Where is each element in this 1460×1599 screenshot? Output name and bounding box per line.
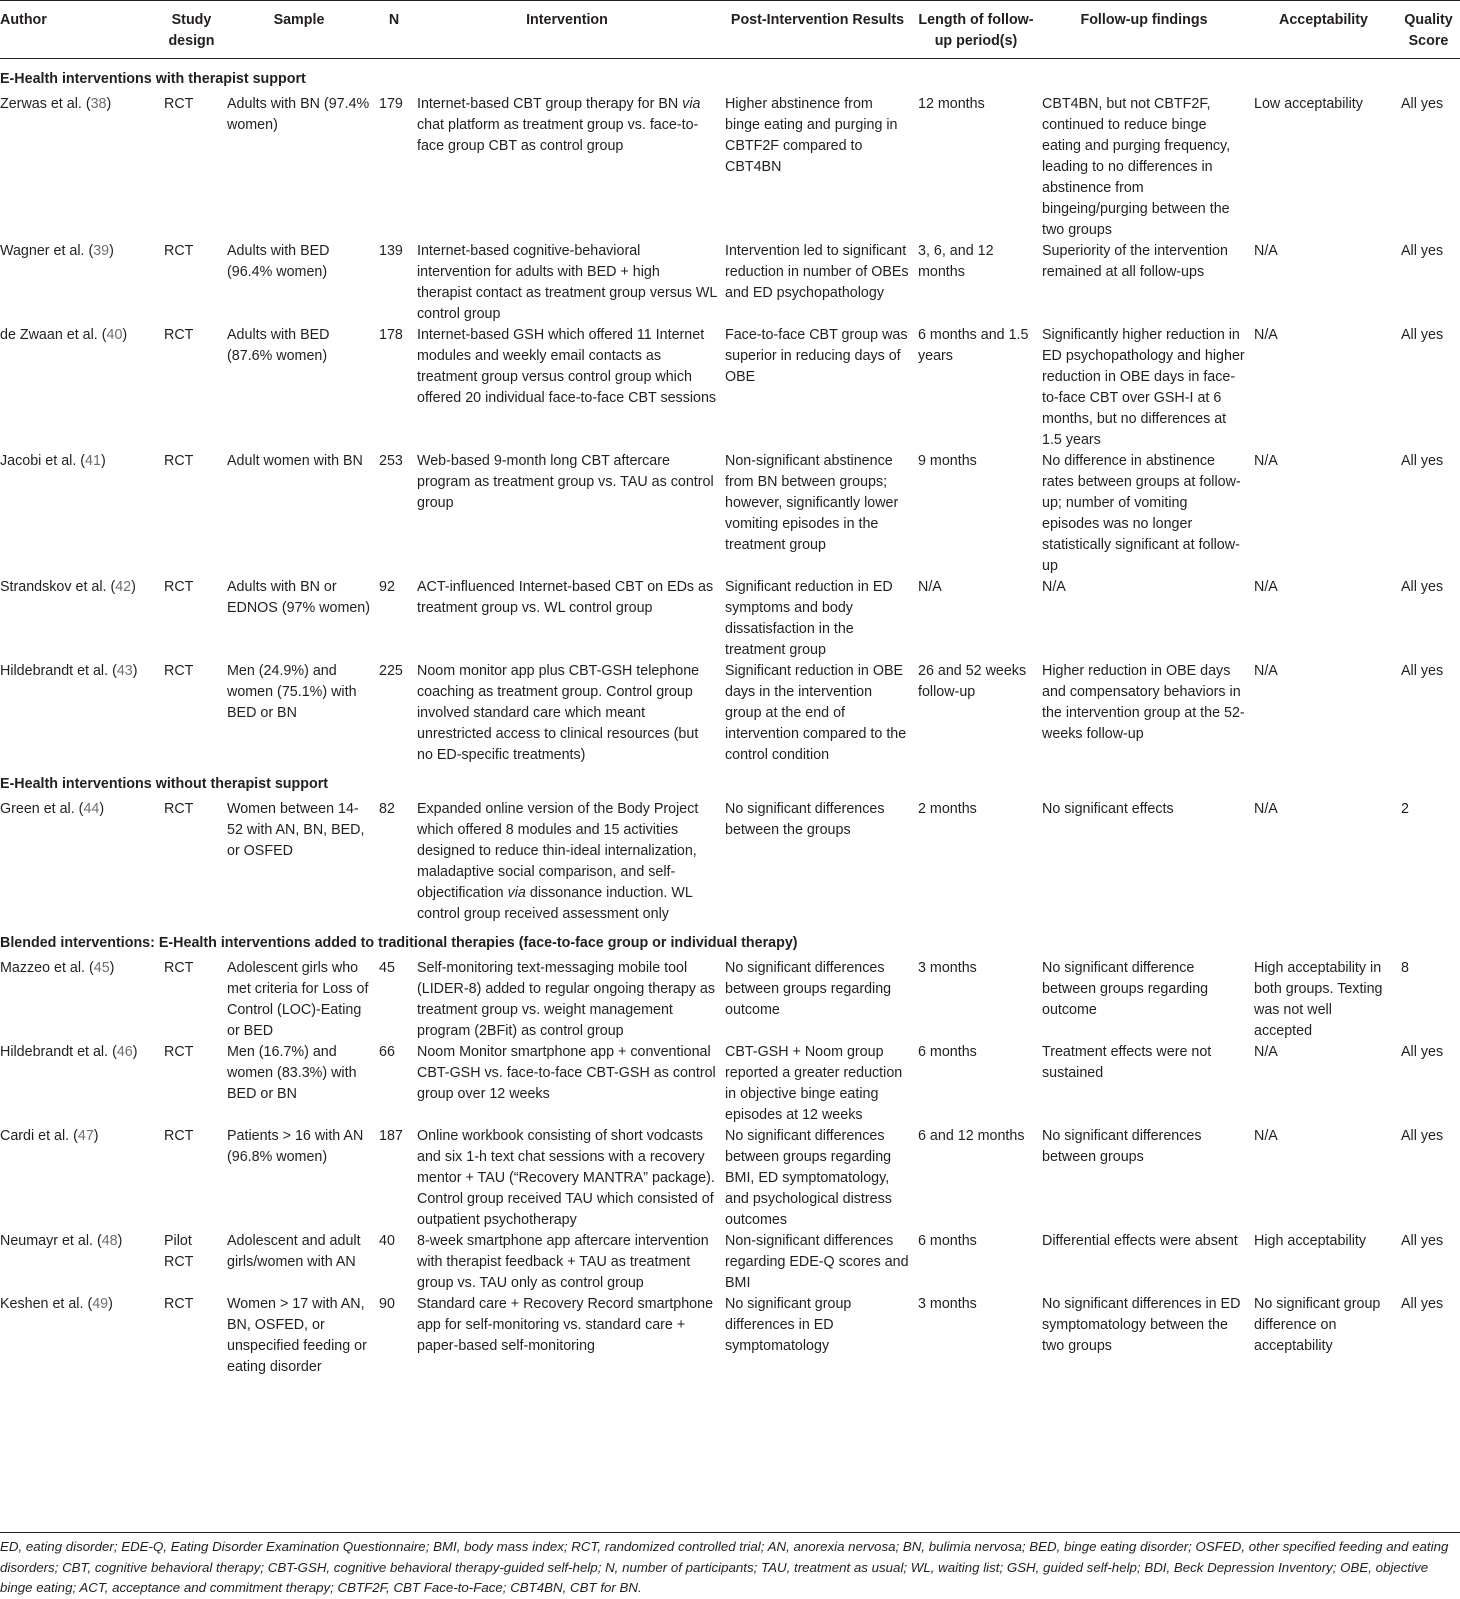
acceptability-cell: N/A [1254,243,1278,259]
intervention-cell: Self-monitoring text-messaging mobile tool (LIDER-8) added to regular ongoing therapy as treatment group vs. weight management program (2BFit) as control group [417,960,716,1039]
follow-up-findings-cell: No significant differences between groups [1042,1128,1202,1165]
study-design-cell: RCT [164,243,194,259]
acceptability-cell: N/A [1254,1044,1278,1060]
author-cell: Neumayr et al. (48) [0,1233,123,1249]
table-row [0,577,1460,661]
post-results-cell: No significant differences between groups regarding outcome [725,960,892,1018]
study-design-cell: RCT [164,453,194,469]
follow-up-findings-cell: Higher reduction in OBE days and compensatory behaviors in the intervention group at the 52-weeks follow-up [1042,663,1245,742]
sample-cell: Women between 14-52 with AN, BN, BED, or OSFED [227,801,365,859]
header-sample: Sample [273,12,325,28]
study-design-cell: RCT [164,96,194,112]
n-cell: 187 [379,1128,403,1144]
author-name: Jacobi et al. [0,453,77,469]
author-cell: Mazzeo et al. (45) [0,960,115,976]
reference-link[interactable]: 43 [116,663,133,679]
quality-score-cell: All yes [1401,96,1444,112]
sample-cell: Patients > 16 with AN (96.8% women) [227,1128,364,1165]
study-design-cell: RCT [164,663,194,679]
sample-cell: Women > 17 with AN, BN, OSFED, or unspecified feeding or eating disorder [227,1296,367,1375]
author-cell: Keshen et al. (49) [0,1296,113,1312]
table-footnote: ED, eating disorder; EDE-Q, Eating Disorder Examination Questionnaire; BMI, body mass index; RCT, randomized controlled trial; AN, anorexia nervosa; BN, bulimia nervosa; BED, binge eating disorder; OSFED, other specified feeding and eating disorders; CBT, cognitive behavioral therapy; CBT-GSH, cognitive behavioral therapy-guided self-help; N, number of participants; TAU, treatment as usual; WL, waiting list; GSH, guided self-help; BDI, Beck Depression Inventory; OBE, objective binge eating; ACT, acceptance and commitment therapy; CBTF2F, CBT Face-to-Face; CBT4BN, CBT for BN. [0,1532,1460,1599]
reference-link[interactable]: 44 [83,801,100,817]
section-header-row [0,766,1460,799]
post-results-cell: Intervention led to significant reduction in number of OBEs and ED psychopathology [725,243,909,301]
n-cell: 92 [379,579,395,595]
n-cell: 178 [379,327,403,343]
header-study-design: Study design [168,12,215,49]
n-cell: 45 [379,960,395,976]
quality-score-cell: All yes [1401,453,1444,469]
post-results-cell: Non-significant differences regarding EDE-Q scores and BMI [725,1233,909,1291]
reference-link[interactable]: 47 [77,1128,94,1144]
post-results-cell: Non-significant abstinence from BN between groups; however, significantly lower vomiting episodes in the treatment group [725,453,899,553]
n-cell: 253 [379,453,403,469]
intervention-cell: Standard care + Recovery Record smartphone app for self-monitoring vs. standard care + paper-based self-monitoring [417,1296,714,1354]
intervention-cell: ACT-influenced Internet-based CBT on EDs as treatment group vs. WL control group [417,579,714,616]
follow-up-findings-cell: Differential effects were absent [1042,1233,1238,1249]
sample-cell: Men (16.7%) and women (83.3%) with BED or BN [227,1044,357,1102]
study-design-cell: RCT [164,1044,194,1060]
reference-link[interactable]: 38 [90,96,107,112]
reference-link[interactable]: 45 [93,960,110,976]
post-results-cell: CBT-GSH + Noom group reported a greater reduction in objective binge eating episodes at 12 weeks [725,1044,903,1123]
post-results-cell: Higher abstinence from binge eating and purging in CBTF2F compared to CBT4BN [725,96,898,175]
author-name: Keshen et al. [0,1296,84,1312]
author-cell: Wagner et al. (39) [0,243,114,259]
reference-link[interactable]: 41 [85,453,101,469]
sample-cell: Adults with BN (97.4% women) [227,96,370,133]
follow-up-findings-cell: CBT4BN, but not CBTF2F, continued to reduce binge eating and purging frequency, leading to no differences in abstinence from bingeing/purging between the two groups [1042,96,1231,238]
follow-up-length-cell: 2 months [918,801,977,817]
section-header-row [0,59,1460,95]
n-cell: 82 [379,801,395,817]
header-n: N [388,12,400,28]
reference-link[interactable]: 40 [106,327,123,343]
author-name: Hildebrandt et al. [0,1044,109,1060]
header-intervention: Intervention [526,12,608,28]
table-row [0,799,1460,925]
author-cell: Strandskov et al. (42) [0,579,136,595]
quality-score-cell: 2 [1401,801,1409,817]
post-results-cell: Significant reduction in OBE days in the intervention group at the end of intervention compared to the control condition [725,663,907,763]
study-design-cell: RCT [164,1128,194,1144]
table-row [0,241,1460,325]
follow-up-findings-cell: N/A [1042,579,1066,595]
intervention-cell: Noom monitor app plus CBT-GSH telephone coaching as treatment group. Control group involved standard care which meant unrestricted access to clinical resources (but no ED-specific treatments) [417,663,700,763]
quality-score-cell: All yes [1401,1128,1444,1144]
follow-up-length-cell: 12 months [918,96,985,112]
follow-up-findings-cell: No significant effects [1042,801,1174,817]
acceptability-cell: High acceptability [1254,1233,1367,1249]
author-name: Green et al. [0,801,75,817]
author-cell: Jacobi et al. (41) [0,453,106,469]
author-cell: Zerwas et al. (38) [0,96,112,112]
follow-up-length-cell: 3 months [918,1296,977,1312]
n-cell: 225 [379,663,403,679]
table-row [0,1126,1460,1231]
follow-up-length-cell: 6 and 12 months [918,1128,1025,1144]
acceptability-cell: No significant group difference on acceptability [1254,1296,1381,1354]
follow-up-length-cell: 26 and 52 weeks follow-up [918,663,1027,700]
study-design-cell: RCT [164,1296,194,1312]
study-design-cell: RCT [164,579,194,595]
author-name: Wagner et al. [0,243,85,259]
acceptability-cell: N/A [1254,327,1278,343]
quality-score-cell: All yes [1401,1296,1444,1312]
acceptability-cell: N/A [1254,579,1278,595]
follow-up-findings-cell: No significant differences in ED symptomatology between the two groups [1042,1296,1241,1354]
sample-cell: Adult women with BN [227,453,363,469]
author-name: Strandskov et al. [0,579,107,595]
sample-cell: Adults with BED (87.6% women) [227,327,330,364]
acceptability-cell: High acceptability in both groups. Texting was not well accepted [1254,960,1383,1039]
post-results-cell: Face-to-face CBT group was superior in reducing days of OBE [725,327,908,385]
section-title: E-Health interventions without therapist support [0,776,329,792]
follow-up-findings-cell: Significantly higher reduction in ED psychopathology and higher reduction in OBE days in face-to-face CBT over GSH-I at 6 months, but no differences at 1.5 years [1042,327,1245,448]
sample-cell: Adolescent and adult girls/women with AN [227,1233,361,1270]
table-row [0,325,1460,451]
follow-up-length-cell: 6 months and 1.5 years [918,327,1029,364]
n-cell: 179 [379,96,403,112]
study-design-cell: RCT [164,801,194,817]
n-cell: 90 [379,1296,395,1312]
post-results-cell: No significant group differences in ED symptomatology [725,1296,852,1354]
intervention-cell: Internet-based GSH which offered 11 Internet modules and weekly email contacts as treatment group versus control group which offered 20 individual face-to-face CBT sessions [417,327,717,406]
follow-up-length-cell: N/A [918,579,942,595]
quality-score-cell: All yes [1401,1233,1444,1249]
follow-up-findings-cell: No difference in abstinence rates between groups at follow-up; number of vomiting episodes was no longer statistically significant at follow-up [1042,453,1241,574]
quality-score-cell: All yes [1401,1044,1444,1060]
section-header-row [0,925,1460,958]
quality-score-cell: All yes [1401,327,1444,343]
sample-cell: Men (24.9%) and women (75.1%) with BED or BN [227,663,357,721]
intervention-cell: Internet-based cognitive-behavioral intervention for adults with BED + high therapist contact as treatment group versus WL control group [417,243,717,322]
header-follow-up-findings: Follow-up findings [1080,12,1208,28]
intervention-cell: Web-based 9-month long CBT aftercare program as treatment group vs. TAU as control group [417,453,714,511]
table-row [0,1231,1460,1294]
reference-link[interactable]: 46 [116,1044,133,1060]
section-title: Blended interventions: E-Health interventions added to traditional therapies (face-to-face group or individual therapy) [0,935,798,951]
author-cell: de Zwaan et al. (40) [0,327,128,343]
quality-score-cell: 8 [1401,960,1409,976]
follow-up-length-cell: 3 months [918,960,977,976]
section-title: E-Health interventions with therapist support [0,71,306,87]
follow-up-findings-cell: Superiority of the intervention remained at all follow-ups [1042,243,1228,280]
quality-score-cell: All yes [1401,663,1444,679]
quality-score-cell: All yes [1401,579,1444,595]
study-design-cell: RCT [164,960,194,976]
author-cell: Cardi et al. (47) [0,1128,99,1144]
follow-up-length-cell: 9 months [918,453,977,469]
acceptability-cell: Low acceptability [1254,96,1363,112]
header-author: Author [0,12,47,28]
follow-up-length-cell: 6 months [918,1233,977,1249]
author-name: Zerwas et al. [0,96,82,112]
follow-up-findings-cell: No significant difference between groups regarding outcome [1042,960,1209,1018]
follow-up-length-cell: 3, 6, and 12 months [918,243,994,280]
author-cell: Hildebrandt et al. (43) [0,663,138,679]
author-name: Hildebrandt et al. [0,663,109,679]
author-name: Mazzeo et al. [0,960,86,976]
acceptability-cell: N/A [1254,801,1278,817]
intervention-cell: Expanded online version of the Body Project which offered 8 modules and 15 activities designed to reduce thin-ideal internalization, maladaptive social comparison, and self-objectification via dissonance induction. WL control group received assessment only [417,801,699,922]
table-body [0,59,1460,1379]
intervention-cell: 8-week smartphone app aftercare intervention with therapist feedback + TAU as treatment group vs. TAU only as control group [417,1233,709,1291]
table-row [0,451,1460,577]
header-post-intervention-results: Post-Intervention Results [730,12,905,28]
header-quality-score: Quality Score [1404,12,1453,49]
follow-up-length-cell: 6 months [918,1044,977,1060]
study-design-cell: Pilot RCT [164,1233,194,1270]
table-row [0,94,1460,241]
acceptability-cell: N/A [1254,453,1278,469]
sample-cell: Adults with BED (96.4% women) [227,243,330,280]
acceptability-cell: N/A [1254,1128,1278,1144]
intervention-cell: Internet-based CBT group therapy for BN via chat platform as treatment group vs. face-to-face group CBT as control group [417,96,701,154]
acceptability-cell: N/A [1254,663,1278,679]
quality-score-cell: All yes [1401,243,1444,259]
header-acceptability: Acceptability [1279,12,1368,28]
table-row [0,958,1460,1042]
reference-link[interactable]: 42 [115,579,132,595]
reference-link[interactable]: 49 [92,1296,109,1312]
author-name: Cardi et al. [0,1128,70,1144]
sample-cell: Adults with BN or EDNOS (97% women) [227,579,371,616]
intervention-cell: Noom Monitor smartphone app + conventional CBT-GSH vs. face-to-face CBT-GSH as control group over 12 weeks [417,1044,716,1102]
study-design-cell: RCT [164,327,194,343]
table-row [0,1294,1460,1378]
author-cell: Green et al. (44) [0,801,105,817]
n-cell: 66 [379,1044,395,1060]
follow-up-findings-cell: Treatment effects were not sustained [1042,1044,1212,1081]
author-cell: Hildebrandt et al. (46) [0,1044,138,1060]
author-name: Neumayr et al. [0,1233,93,1249]
post-results-cell: No significant differences between groups regarding BMI, ED symptomatology, and psychological distress outcomes [725,1128,892,1228]
reference-link[interactable]: 48 [101,1233,118,1249]
header-follow-up-length: Length of follow-up period(s) [918,12,1034,49]
post-results-cell: Significant reduction in ED symptoms and body dissatisfaction in the treatment group [725,579,893,658]
n-cell: 139 [379,243,403,259]
table-header [0,1,1460,59]
author-name: de Zwaan et al. [0,327,98,343]
sample-cell: Adolescent girls who met criteria for Loss of Control (LOC)-Eating or BED [227,960,369,1039]
intervention-cell: Online workbook consisting of short vodcasts and six 1-h text chat sessions with a recovery mentor + TAU (“Recovery MANTRA” package). Control group received TAU which consisted of outpatient psychotherapy [417,1128,715,1228]
n-cell: 40 [379,1233,395,1249]
reference-link[interactable]: 39 [93,243,110,259]
table-row [0,1042,1460,1126]
post-results-cell: No significant differences between the groups [725,801,885,838]
table-row [0,661,1460,766]
